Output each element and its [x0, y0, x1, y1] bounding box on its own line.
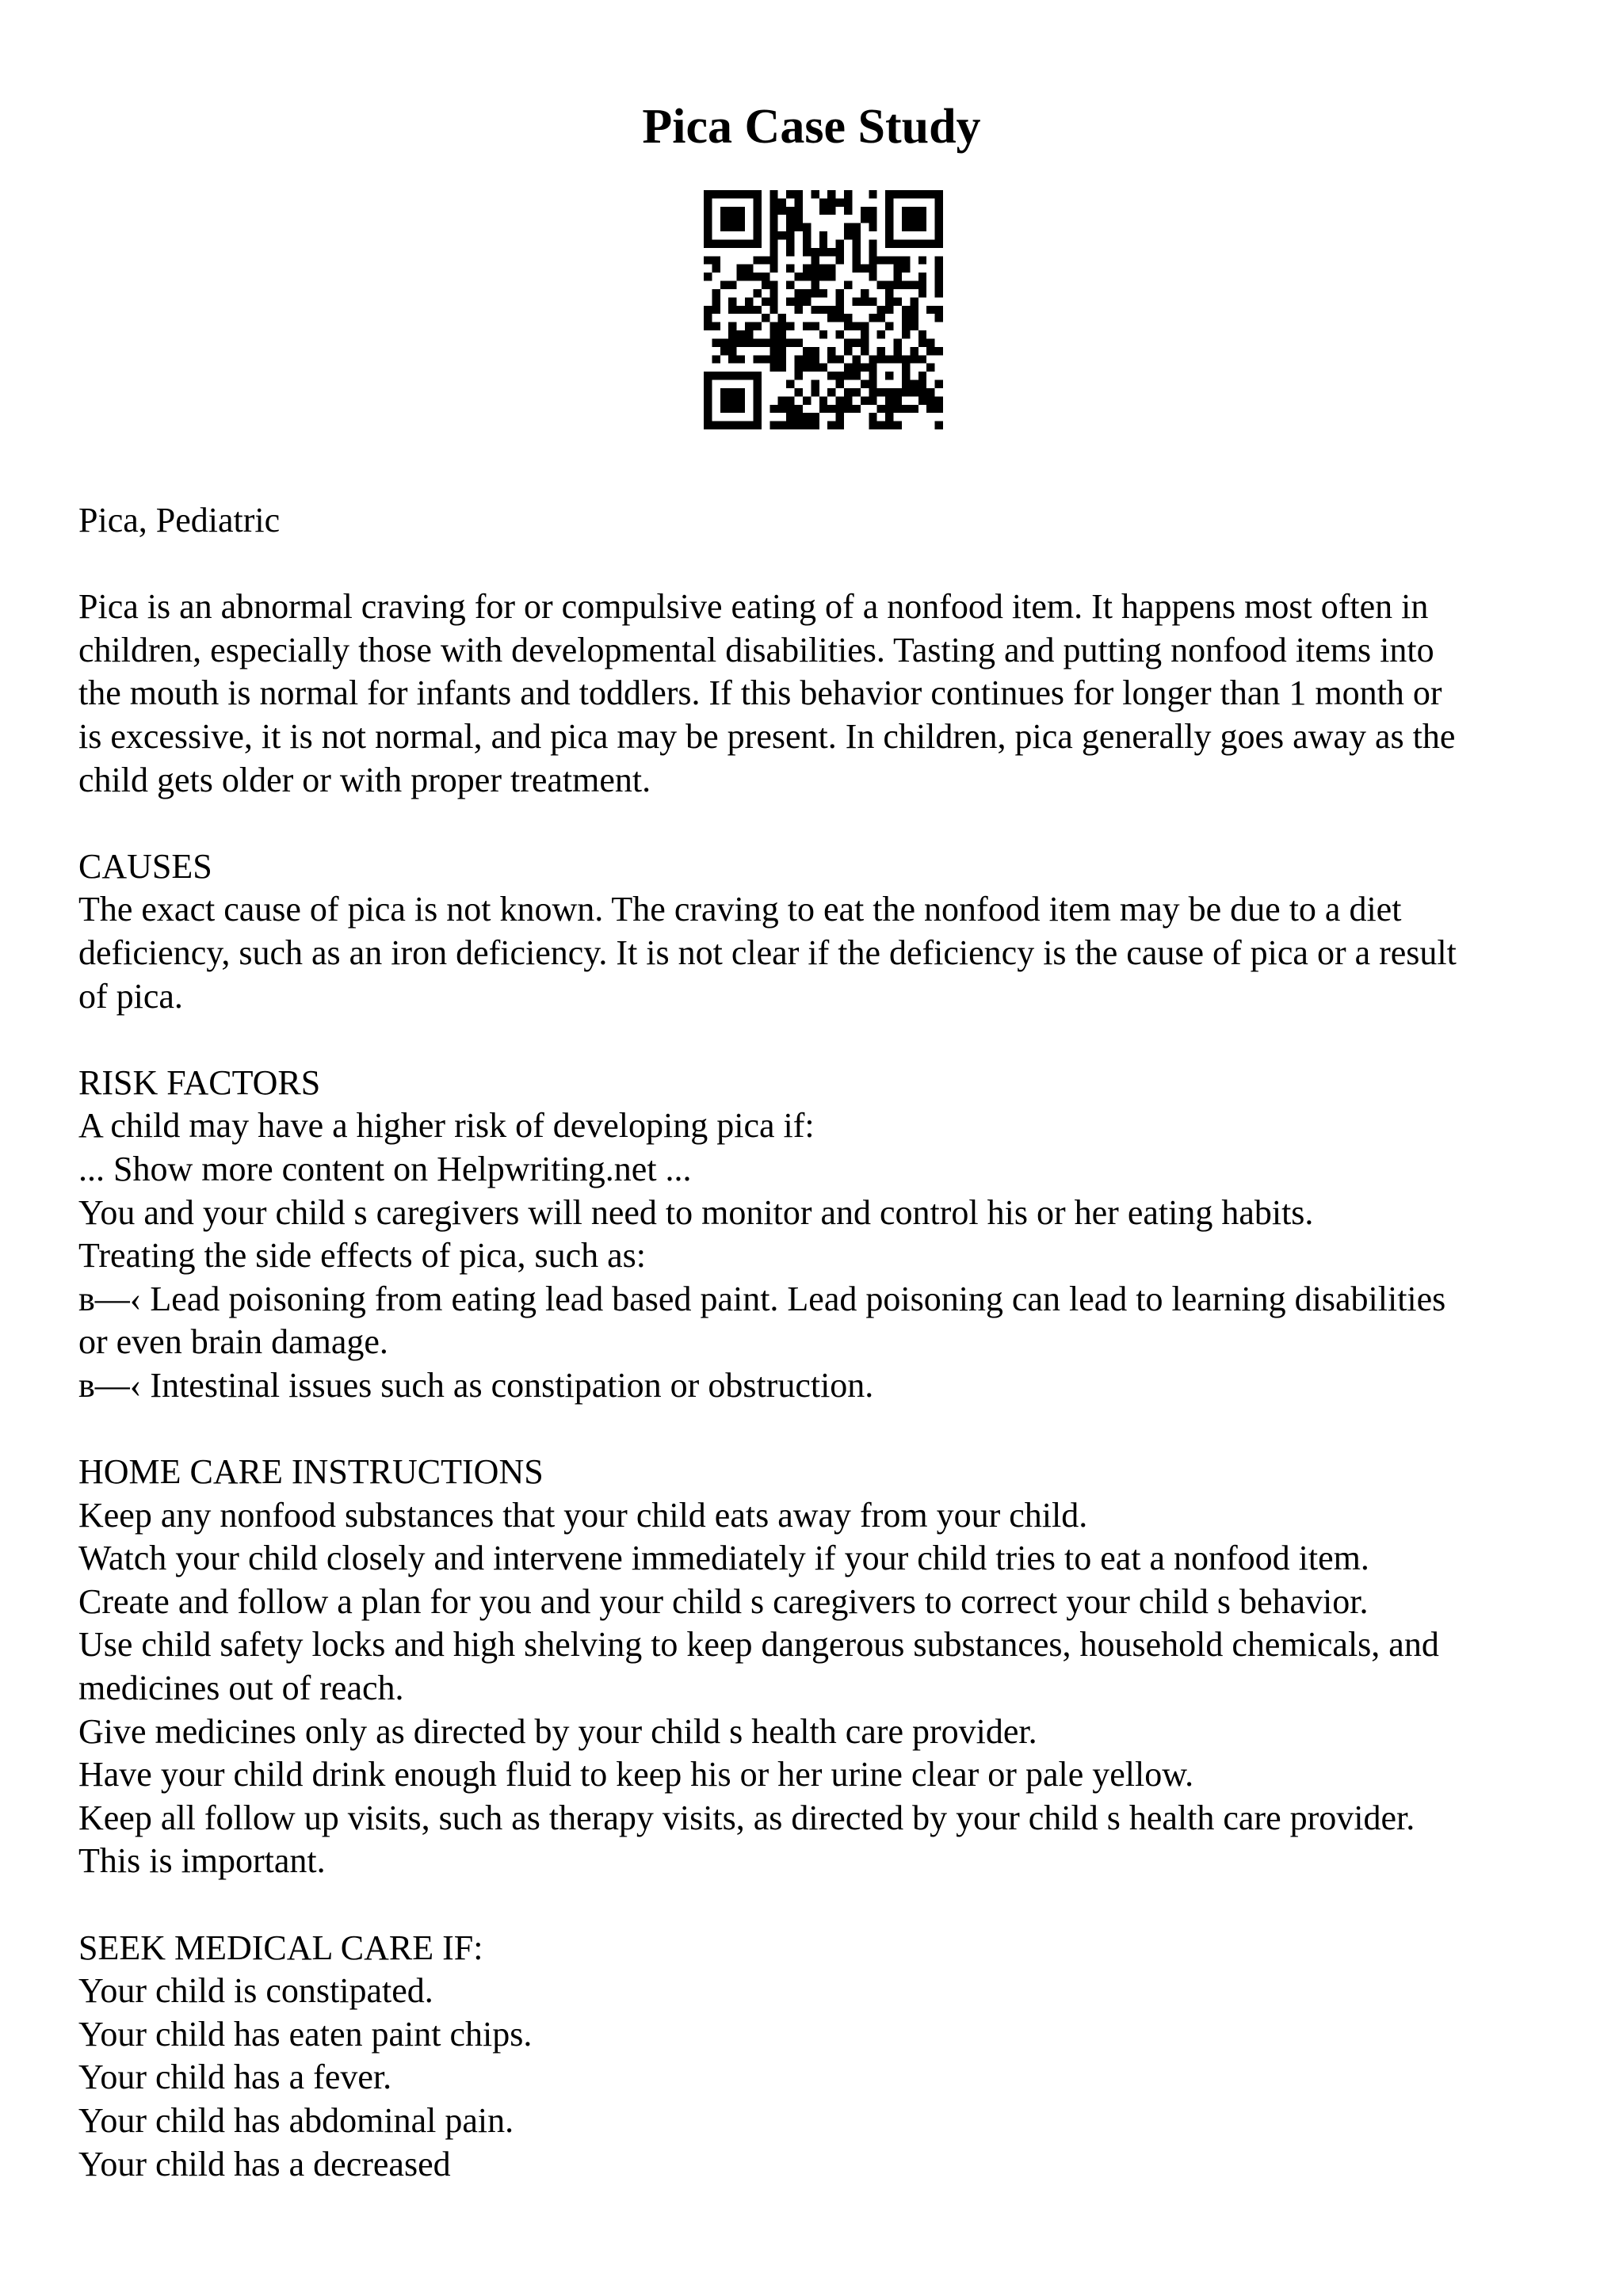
text-line: Pica, Pediatric — [78, 501, 281, 540]
text-line: Use child safety locks and high shelving to keep dangerous substances, household chemicals, and — [78, 1625, 1439, 1665]
text-line: medicines out of reach. — [78, 1669, 404, 1708]
paragraph-gap — [78, 1018, 1568, 1062]
text-line: The exact cause of pica is not known. The craving to eat the nonfood item may be due to a diet — [78, 890, 1402, 929]
text-line: child gets older or with proper treatment. — [78, 760, 651, 799]
document-body — [78, 499, 1568, 2186]
text-line: RISK FACTORS — [78, 1062, 321, 1102]
text-line: Your child is constipated. — [78, 1971, 433, 2011]
text-line: deficiency, such as an iron deficiency. It is not clear if the deficiency is the cause of pica or a result — [78, 933, 1457, 972]
paragraph-gap — [78, 1883, 1568, 1927]
text-line: or even brain damage. — [78, 1322, 388, 1362]
text-line: Have your child drink enough fluid to keep his or her urine clear or pale yellow. — [78, 1755, 1194, 1794]
text-line: Give medicines only as directed by your child s health care provider. — [78, 1711, 1037, 1751]
text-line: в—‹ Intestinal issues such as constipation or obstruction. — [78, 1365, 874, 1405]
text-line: Your child has a fever. — [78, 2058, 392, 2097]
text-line: children, especially those with developmental disabilities. Tasting and putting nonfood items into — [78, 630, 1434, 669]
text-line: A child may have a higher risk of developing pica if: — [78, 1106, 815, 1146]
text-line: CAUSES — [78, 846, 212, 886]
intro-paragraph — [78, 585, 1568, 802]
text-line: Keep all follow up visits, such as therapy visits, as directed by your child s health care provider. — [78, 1798, 1415, 1837]
text-line: Your child has abdominal pain. — [78, 2100, 514, 2140]
causes-section — [78, 845, 1568, 1018]
text-line: ... Show more content on Helpwriting.net ... — [78, 1149, 692, 1188]
text-line: SEEK MEDICAL CARE IF: — [78, 1928, 483, 1967]
home-care-section — [78, 1451, 1568, 1883]
paragraph-gap — [78, 802, 1568, 845]
text-line: of pica. — [78, 976, 183, 1016]
text-line: Your child has a decreased — [78, 2144, 451, 2183]
text-line: This is important. — [78, 1841, 326, 1881]
text-line: Your child has eaten paint chips. — [78, 2014, 533, 2054]
text-line: Keep any nonfood substances that your child eats away from your child. — [78, 1495, 1088, 1535]
page-title: Pica Case Study — [642, 100, 981, 154]
text-line: Create and follow a plan for you and your child s caregivers to correct your child s behavior. — [78, 1581, 1369, 1621]
text-line: You and your child s caregivers will need to monitor and control his or her eating habits. — [78, 1192, 1314, 1232]
seek-care-section — [78, 1927, 1568, 2187]
text-line: в—‹ Lead poisoning from eating lead based paint. Lead poisoning can lead to learning disabilities — [78, 1279, 1446, 1318]
text-line: Treating the side effects of pica, such as: — [78, 1236, 647, 1276]
text-line: is excessive, it is not normal, and pica may be present. In children, pica generally goes away as the — [78, 716, 1456, 756]
paragraph-gap — [78, 543, 1568, 586]
risk-factors-section — [78, 1062, 1568, 1408]
text-line: the mouth is normal for infants and toddlers. If this behavior continues for longer than 1 month or — [78, 673, 1442, 713]
qr-code-icon — [704, 190, 943, 429]
text-line: HOME CARE INSTRUCTIONS — [78, 1452, 544, 1492]
subtitle-block — [78, 499, 1568, 543]
text-line: Pica is an abnormal craving for or compulsive eating of a nonfood item. It happens most often in — [78, 587, 1429, 627]
text-line: Watch your child closely and intervene immediately if your child tries to eat a nonfood item. — [78, 1539, 1369, 1578]
paragraph-gap — [78, 1407, 1568, 1451]
